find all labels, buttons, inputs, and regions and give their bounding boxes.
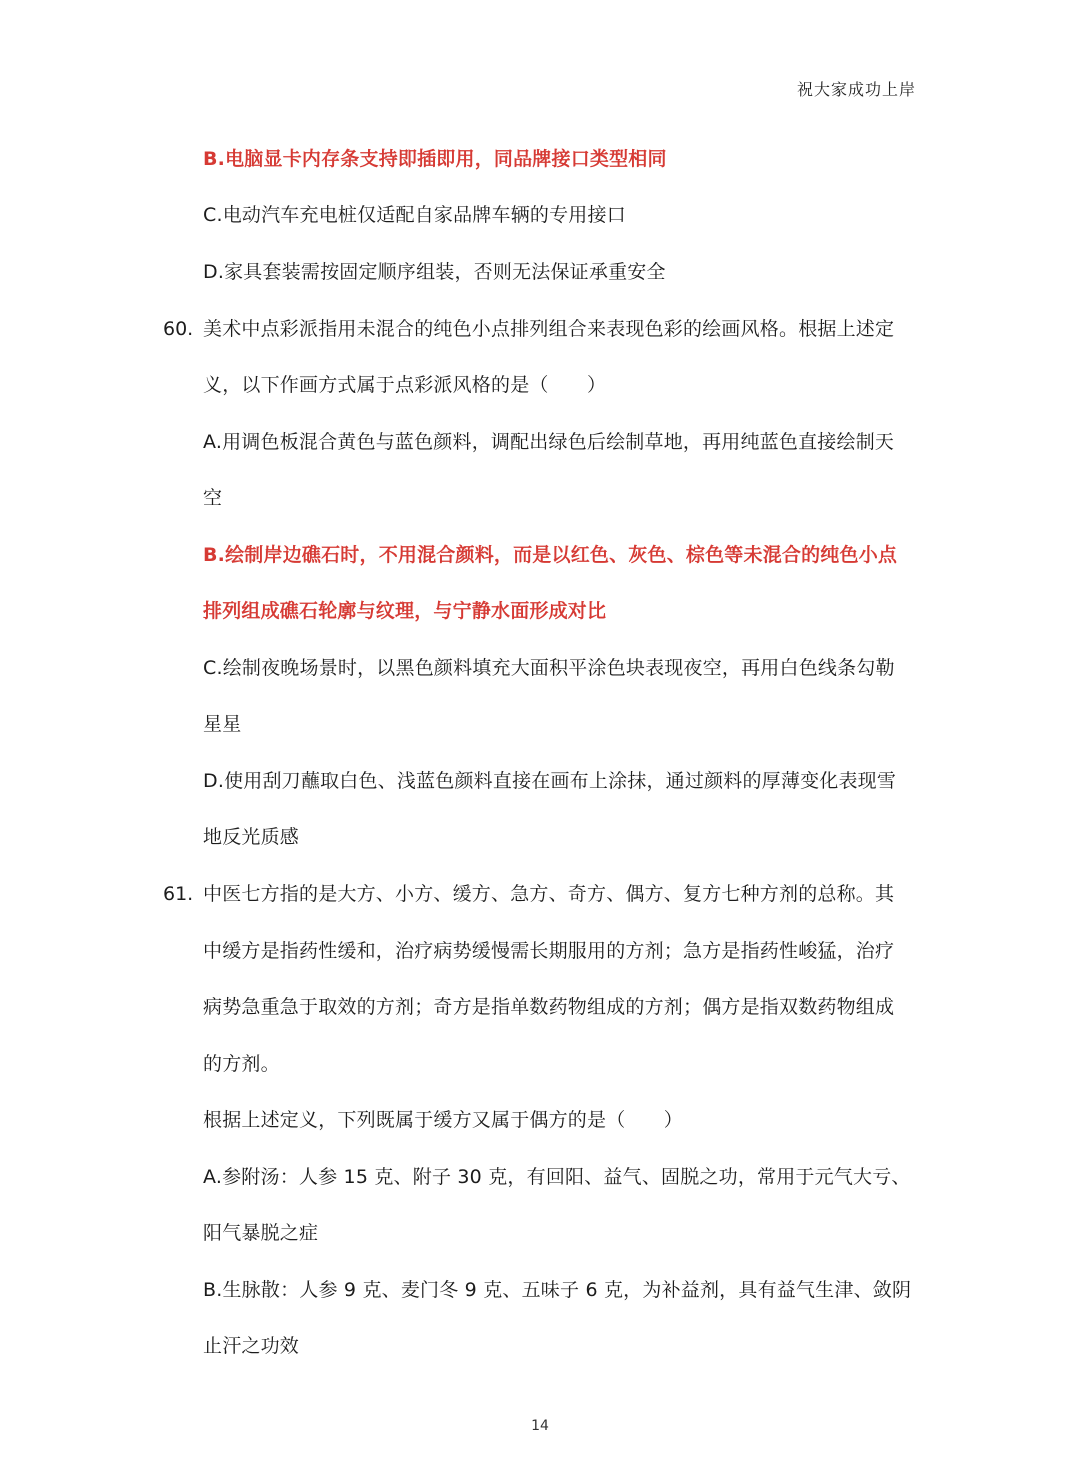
q60-option-d-line2: 地反光质感 [203,826,300,848]
q61-number: 61. [163,883,194,905]
q60-number: 60. [163,318,194,340]
q61-option-a-line2: 阳气暴脱之症 [203,1222,319,1244]
q60-stem-line1: 美术中点彩派指用未混合的纯色小点排列组合来表现色彩的绘画风格。根据上述定 [203,318,895,340]
q59-option-b: B.电脑显卡内存条支持即插即用，同品牌接口类型相同 [203,148,667,170]
q60-stem-line2: 义，以下作画方式属于点彩派风格的是（ ） [203,374,607,396]
q60-option-d-line1: D.使用刮刀蘸取白色、浅蓝色颜料直接在画布上涂抹，通过颜料的厚薄变化表现雪 [203,770,897,792]
q61-option-b-line1: B.生脉散：人参 9 克、麦门冬 9 克、五味子 6 克，为补益剂，具有益气生津、敛阴 [203,1279,912,1301]
q60-option-c-line2: 星星 [203,713,242,735]
q61-option-b-line2: 止汗之功效 [203,1335,300,1357]
q61-stem-line3: 病势急重急于取效的方剂；奇方是指单数药物组成的方剂；偶方是指双数药物组成 [203,996,895,1018]
q60-option-a-line2: 空 [203,487,223,509]
q60-option-a-line1: A.用调色板混合黄色与蓝色颜料，调配出绿色后绘制草地，再用纯蓝色直接绘制天 [203,431,895,453]
q61-stem-line1: 中医七方指的是大方、小方、缓方、急方、奇方、偶方、复方七种方剂的总称。其 [203,883,895,905]
page-number: 14 [531,1418,549,1434]
q61-stem-line2: 中缓方是指药性缓和，治疗病势缓慢需长期服用的方剂；急方是指药性峻猛，治疗 [203,940,895,962]
q61-question: 根据上述定义，下列既属于缓方又属于偶方的是（ ） [203,1109,684,1131]
q60-option-b-line2: 排列组成礁石轮廓与纹理，与宁静水面形成对比 [203,600,607,622]
q59-option-c: C.电动汽车充电桩仅适配自家品牌车辆的专用接口 [203,204,626,226]
page-header: 祝大家成功上岸 [796,80,916,99]
q61-stem-line4: 的方剂。 [203,1053,280,1075]
q60-option-b-line1: B.绘制岸边礁石时，不用混合颜料，而是以红色、灰色、棕色等未混合的纯色小点 [203,544,898,566]
q61-option-a-line1: A.参附汤：人参 15 克、附子 30 克，有回阳、益气、固脱之功，常用于元气大亏、 [203,1166,911,1188]
q60-option-c-line1: C.绘制夜晚场景时，以黑色颜料填充大面积平涂色块表现夜空，再用白色线条勾勒 [203,657,895,679]
q59-option-d: D.家具套装需按固定顺序组装，否则无法保证承重安全 [203,261,666,283]
